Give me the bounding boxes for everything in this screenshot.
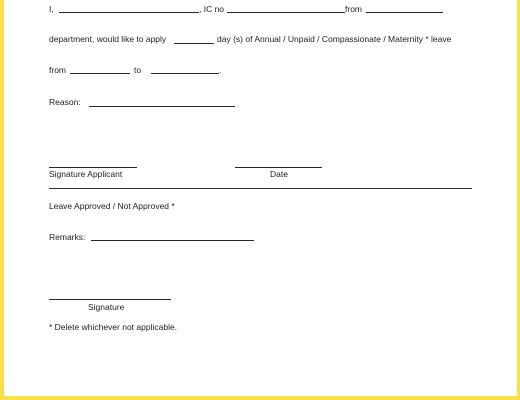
date-label: Date xyxy=(270,169,288,179)
approval-label: Leave Approved / Not Approved * xyxy=(49,201,175,211)
to-date-label: to xyxy=(134,65,142,75)
leave-type-text: day (s) of Annual / Unpaid / Compassionate / Maternity * leave xyxy=(217,34,452,44)
leave-form-page xyxy=(4,0,517,396)
from-date-blank[interactable] xyxy=(70,73,130,74)
remarks-blank[interactable] xyxy=(91,240,254,241)
line3-period: . xyxy=(219,65,222,75)
ic-blank[interactable] xyxy=(227,12,345,13)
name-blank[interactable] xyxy=(59,12,199,13)
signature-label: Signature xyxy=(88,302,125,312)
remarks-label: Remarks: xyxy=(49,232,86,242)
days-blank[interactable] xyxy=(174,43,214,44)
ic-label: , IC no xyxy=(199,4,225,14)
reason-blank[interactable] xyxy=(89,106,235,107)
approver-signature-line[interactable] xyxy=(49,299,171,300)
from-department-label: from xyxy=(345,4,362,14)
name-prefix: I, xyxy=(49,4,54,14)
department-blank[interactable] xyxy=(366,12,443,13)
signature-applicant-label: Signature Applicant xyxy=(49,169,123,179)
apply-text: department, would like to apply xyxy=(49,34,167,44)
from-date-label: from xyxy=(49,65,66,75)
to-date-blank[interactable] xyxy=(151,73,219,74)
section-divider xyxy=(49,188,472,189)
applicant-signature-line[interactable] xyxy=(49,167,137,168)
date-signature-line[interactable] xyxy=(235,167,322,168)
reason-label: Reason: xyxy=(49,97,81,107)
footnote: * Delete whichever not applicable. xyxy=(49,322,178,332)
